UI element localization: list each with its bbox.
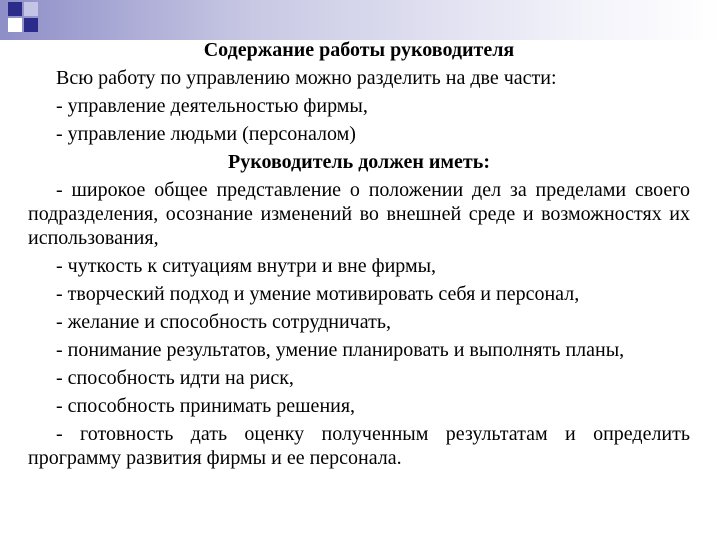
part-item-1: - управление деятельностью фирмы, [56,95,368,117]
decor-square-white [8,18,22,32]
slide-content [28,38,690,474]
intro-text: Всю работу по управлению можно разделить на две части: [56,67,557,89]
requirement-item-6: - способность идти на риск, [56,367,294,389]
decor-square-dark [8,2,22,16]
slide-title: Содержание работы руководителя [203,39,515,61]
requirement-item-1: - широкое общее представление о положении дел за пределами своего подразделения, осознание изменений во внешней среде и возможностях их использования, [28,179,690,249]
requirement-item-2: - чуткость к ситуациям внутри и вне фирмы, [56,255,437,277]
requirement-item-8: - готовность дать оценку полученным результатам и определить программу развития фирмы и ее персонала. [28,423,690,469]
decor-square-light [24,2,38,16]
requirement-item-3: - творческий подход и умение мотивировать себя и персонал, [56,283,580,305]
decor-square-dark-small [24,18,38,32]
part-item-2: - управление людьми (персоналом) [56,123,356,145]
requirement-item-5: - понимание результатов, умение планировать и выполнять планы, [56,339,625,361]
requirements-heading: Руководитель должен иметь: [227,151,490,173]
requirement-item-7: - способность принимать решения, [56,395,356,417]
header-gradient-band [0,0,720,40]
requirement-item-4: - желание и способность сотрудничать, [56,311,391,333]
